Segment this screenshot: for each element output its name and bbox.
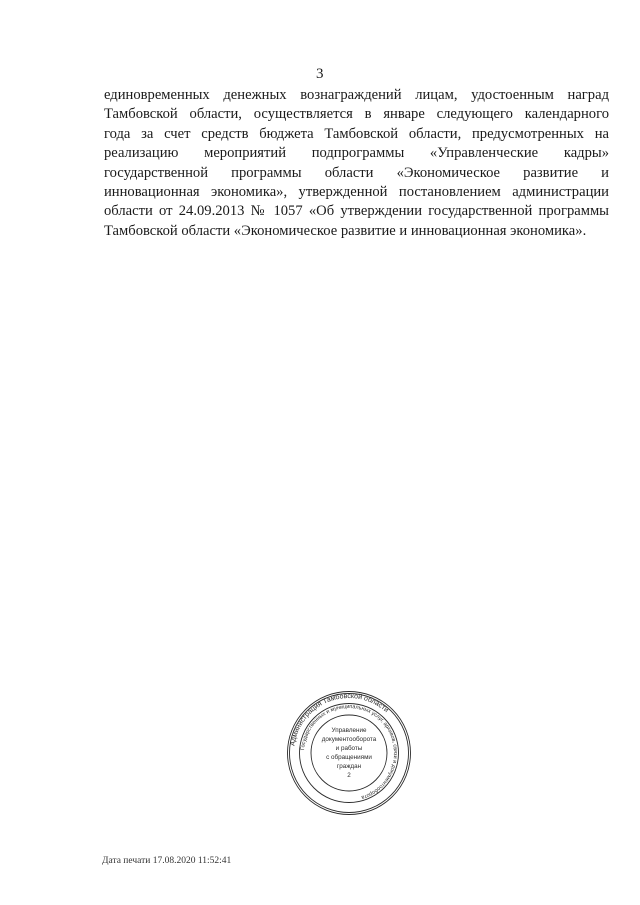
stamp-inner-line: и работы (335, 745, 363, 752)
official-stamp (286, 690, 412, 816)
stamp-inner-line: Управление (331, 727, 367, 734)
text-line: области от 24.09.2013 № 1057 «Об утверждении государственной программы (104, 203, 609, 220)
stamp-outer-text: Администрация Тамбовской области (289, 692, 390, 747)
text-line: реализацию мероприятий подпрограммы «Управленческие кадры» (104, 145, 609, 162)
text-line: Тамбовской области, осуществляется в январе следующего календарного (104, 106, 609, 123)
text-line: Тамбовской области «Экономическое развитие и инновационная экономика». (104, 222, 587, 239)
text-line: года за счет средств бюджета Тамбовской области, предусмотренных на (104, 125, 609, 142)
page-number: 3 (316, 66, 324, 82)
stamp-middle-text: Государственных и муниципальных услуг, архивов, связи и документооборота (300, 703, 399, 801)
stamp-inner-line: документооборота (321, 736, 377, 743)
text-line: государственной программы области «Экономическое развитие и (104, 164, 609, 181)
print-date: Дата печати 17.08.2020 11:52:41 (102, 856, 232, 866)
text-line: единовременных денежных вознаграждений лицам, удостоенным наград (104, 87, 609, 103)
text-line: инновационная экономика», утвержденной постановлением администрации (104, 184, 609, 201)
stamp-inner-line: с обращениями (326, 754, 372, 761)
stamp-inner-line: граждан (336, 763, 362, 770)
stamp-inner-line: 2 (347, 772, 351, 779)
body-text (104, 86, 609, 241)
